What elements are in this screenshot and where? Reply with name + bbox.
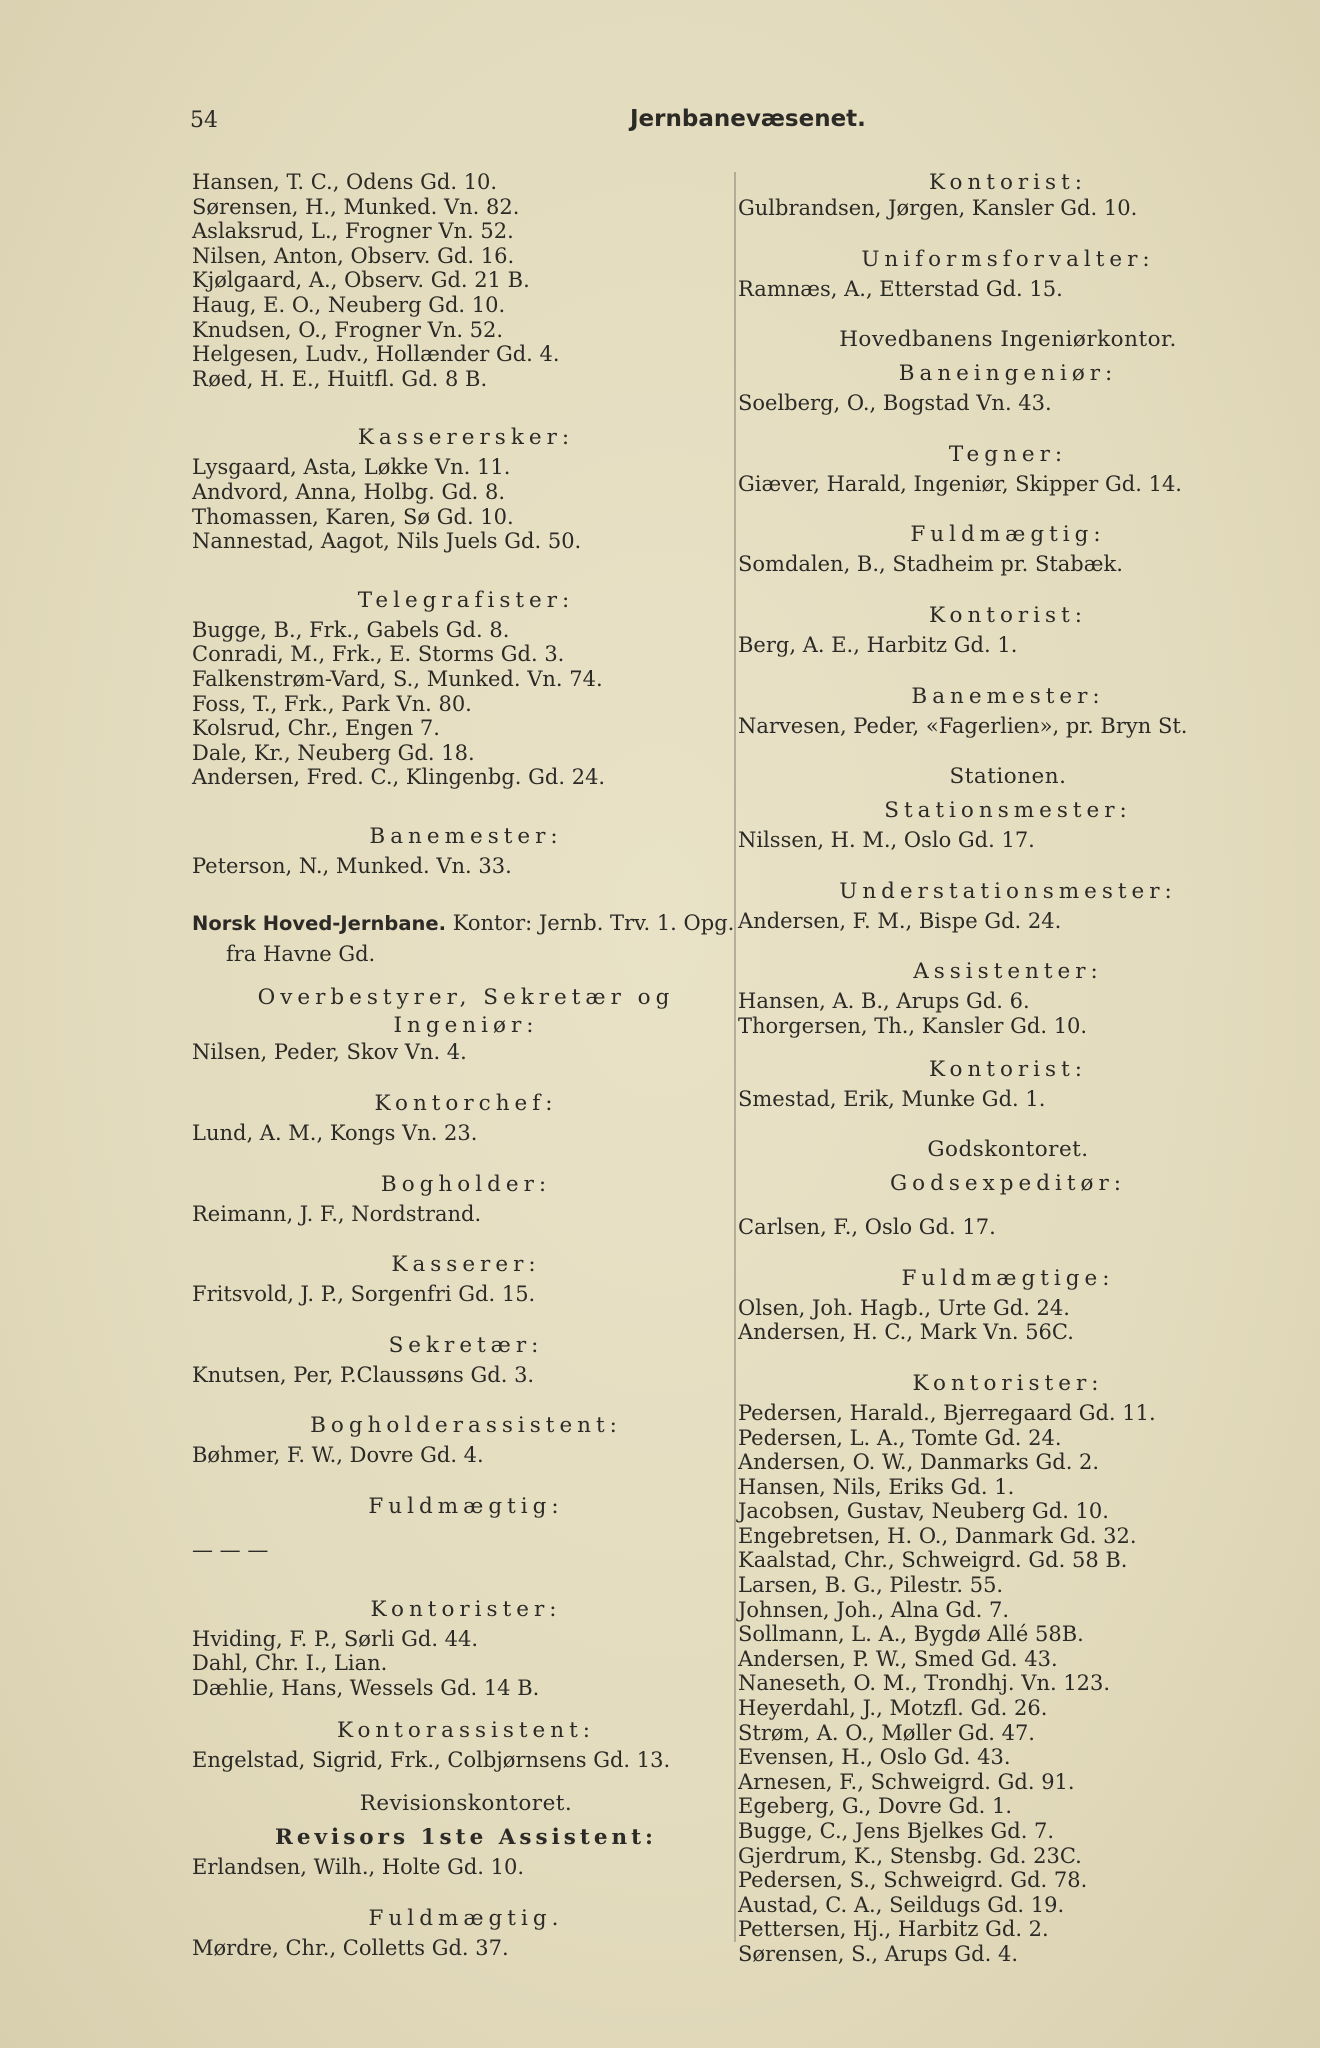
list-item: Pettersen, Hj., Harbitz Gd. 2.	[738, 1917, 1049, 1942]
list-item: Sørensen, H., Munked. Vn. 82.	[192, 194, 520, 219]
section-heading: Fuldmægtige:	[901, 1265, 1115, 1291]
list-item: Falkenstrøm-Vard, S., Munked. Vn. 74.	[192, 666, 603, 691]
running-title: Jernbanevæsenet.	[630, 106, 866, 132]
list-item: Pedersen, L. A., Tomte Gd. 24.	[738, 1425, 1062, 1450]
list-item: Peterson, N., Munked. Vn. 33.	[192, 853, 512, 878]
organization-name: Norsk Hoved-Jernbane.	[192, 912, 447, 936]
section-heading: Godskontoret.	[927, 1137, 1089, 1163]
section-heading: Fuldmægtig:	[368, 1494, 564, 1520]
organization-address: Kontor: Jernb. Trv. 1. Opg. fra Havne Gd.	[226, 911, 735, 967]
section-heading: Kasserersker:	[357, 425, 575, 451]
list-item: Knutsen, Per, P.Claussøns Gd. 3.	[192, 1362, 535, 1387]
list-item: Andersen, O. W., Danmarks Gd. 2.	[738, 1450, 1100, 1475]
list-item: Hansen, Nils, Eriks Gd. 1.	[738, 1474, 1015, 1499]
list-item: Berg, A. E., Harbitz Gd. 1.	[738, 632, 1018, 657]
list-item: Dæhlie, Hans, Wessels Gd. 14 B.	[192, 1675, 540, 1700]
section-heading: Bogholderassistent:	[310, 1413, 622, 1439]
list-item: Thomassen, Karen, Sø Gd. 10.	[192, 504, 514, 529]
list-item: Hansen, T. C., Odens Gd. 10.	[192, 170, 498, 194]
section-heading: Ingeniør:	[393, 1013, 539, 1039]
list-item: Giæver, Harald, Ingeniør, Skipper Gd. 14.	[738, 471, 1182, 496]
list-item: Gulbrandsen, Jørgen, Kansler Gd. 10.	[738, 196, 1138, 220]
list-item: Pedersen, Harald., Bjerregaard Gd. 11.	[738, 1400, 1156, 1425]
list-item: Sollmann, L. A., Bygdø Allé 58B.	[738, 1622, 1084, 1647]
list-item: Dale, Kr., Neuberg Gd. 18.	[192, 740, 475, 765]
left-column	[192, 170, 740, 1960]
list-item: Hansen, A. B., Arups Gd. 6.	[738, 989, 1030, 1014]
list-item: Pedersen, S., Schweigrd. Gd. 78.	[738, 1868, 1088, 1893]
list-item: Heyerdahl, J., Motzfl. Gd. 26.	[738, 1696, 1048, 1721]
list-item: Evensen, H., Oslo Gd. 43.	[738, 1745, 1011, 1770]
section-heading: Banemester:	[911, 683, 1105, 709]
list-item: Andersen, F. M., Bispe Gd. 24.	[738, 908, 1062, 933]
list-item: Engebretsen, H. O., Danmark Gd. 32.	[738, 1523, 1137, 1548]
section-heading: Kontorist:	[929, 1056, 1087, 1082]
list-item: Strøm, A. O., Møller Gd. 47.	[738, 1720, 1035, 1745]
list-item: Nilssen, H. M., Oslo Gd. 17.	[738, 828, 1035, 853]
list-item: Røed, H. E., Huitfl. Gd. 8 B.	[192, 366, 488, 391]
list-item: Fritsvold, J. P., Sorgenfri Gd. 15.	[192, 1282, 536, 1307]
list-item: Andersen, Fred. C., Klingenbg. Gd. 24.	[192, 765, 606, 790]
list-item: Egeberg, G., Dovre Gd. 1.	[738, 1794, 1013, 1819]
list-item: Smestad, Erik, Munke Gd. 1.	[738, 1086, 1046, 1111]
section-heading: Sekretær:	[388, 1332, 544, 1358]
section-heading: Kontorister:	[912, 1370, 1104, 1396]
section-heading: Assistenter:	[913, 959, 1103, 985]
list-item: Olsen, Joh. Hagb., Urte Gd. 24.	[738, 1295, 1070, 1320]
list-item: Nannestad, Aagot, Nils Juels Gd. 50.	[192, 529, 582, 554]
section-heading: Kontorist:	[929, 170, 1087, 195]
list-item: Hviding, F. P., Sørli Gd. 44.	[192, 1626, 479, 1651]
list-item: Conradi, M., Frk., E. Storms Gd. 3.	[192, 642, 565, 667]
list-item: Johnsen, Joh., Alna Gd. 7.	[738, 1597, 1010, 1622]
list-item: Reimann, J. F., Nordstrand.	[192, 1201, 482, 1226]
section-heading: Telegrafister:	[357, 587, 575, 613]
section-heading: Kontorchef:	[374, 1091, 558, 1117]
section-heading: Baneingeniør:	[898, 361, 1118, 387]
section-heading: Banemester:	[369, 823, 563, 849]
list-item: Bugge, B., Frk., Gabels Gd. 8.	[192, 617, 510, 642]
list-item: Aslaksrud, L., Frogner Vn. 52.	[192, 219, 514, 244]
list-item: Ramnæs, A., Etterstad Gd. 15.	[738, 276, 1063, 301]
list-item: Naneseth, O. M., Trondhj. Vn. 123.	[738, 1671, 1111, 1696]
list-item: Nilsen, Peder, Skov Vn. 4.	[192, 1040, 467, 1065]
section-heading: Kontorister:	[370, 1596, 562, 1622]
organization-entry	[192, 908, 740, 970]
list-item: Narvesen, Peder, «Fagerlien», pr. Bryn St.	[738, 713, 1188, 738]
list-item: Kolsrud, Chr., Engen 7.	[192, 716, 440, 741]
list-item: Soelberg, O., Bogstad Vn. 43.	[738, 391, 1052, 416]
list-item: Larsen, B. G., Pilestr. 55.	[738, 1573, 1004, 1598]
section-heading: Bogholder:	[380, 1171, 552, 1197]
list-item: Andersen, H. C., Mark Vn. 56C.	[738, 1320, 1074, 1345]
page-number: 54	[190, 108, 218, 133]
section-heading: Kontorist:	[929, 602, 1087, 628]
section-heading: Stationsmester:	[884, 798, 1132, 824]
section-heading: Understationsmester:	[839, 878, 1177, 904]
right-column	[738, 170, 1278, 1967]
list-item: Arnesen, F., Schweigrd. Gd. 91.	[738, 1769, 1075, 1794]
section-heading: Godsexpeditør:	[890, 1171, 1126, 1197]
list-item: Mørdre, Chr., Colletts Gd. 37.	[192, 1935, 509, 1960]
section-heading: Fuldmægtig:	[910, 522, 1106, 548]
section-heading: Stationen.	[949, 764, 1067, 790]
list-item: Austad, C. A., Seildugs Gd. 19.	[738, 1892, 1065, 1917]
list-item: Nilsen, Anton, Observ. Gd. 16.	[192, 243, 515, 268]
list-item: Carlsen, F., Oslo Gd. 17.	[738, 1215, 996, 1240]
list-item: Thorgersen, Th., Kansler Gd. 10.	[738, 1013, 1088, 1038]
list-item: Dahl, Chr. I., Lian.	[192, 1651, 388, 1676]
list-item: Lysgaard, Asta, Løkke Vn. 11.	[192, 455, 511, 480]
list-item: Bugge, C., Jens Bjelkes Gd. 7.	[738, 1819, 1055, 1843]
list-item: Andvord, Anna, Holbg. Gd. 8.	[192, 479, 506, 504]
list-item: Knudsen, O., Frogner Vn. 52.	[192, 317, 504, 342]
list-item: Jacobsen, Gustav, Neuberg Gd. 10.	[738, 1499, 1109, 1524]
list-item: Kaalstad, Chr., Schweigrd. Gd. 58 B.	[738, 1548, 1128, 1573]
section-heading: Tegner:	[948, 441, 1068, 467]
section-heading: Uniformsforvalter:	[861, 246, 1155, 272]
list-item: Foss, T., Frk., Park Vn. 80.	[192, 691, 472, 716]
top-list	[192, 170, 740, 391]
list-item: Kjølgaard, A., Observ. Gd. 21 B.	[192, 268, 530, 293]
section-heading: Revisionskontoret.	[359, 1791, 573, 1816]
list-item: Bøhmer, F. W., Dovre Gd. 4.	[192, 1443, 484, 1468]
section-heading: Kasserer:	[391, 1252, 541, 1278]
list-item: Andersen, P. W., Smed Gd. 43.	[738, 1646, 1058, 1671]
section-heading: Hovedbanens Ingeniørkontor.	[839, 327, 1177, 353]
list-item: Erlandsen, Wilh., Holte Gd. 10.	[192, 1855, 525, 1879]
section-heading: Revisors 1ste Assistent:	[275, 1825, 657, 1850]
list-item: Somdalen, B., Stadheim pr. Stabæk.	[738, 552, 1123, 577]
section-heading: Overbestyrer, Sekretær og	[257, 985, 675, 1011]
list-item: — — —	[192, 1538, 269, 1563]
list-item: Haug, E. O., Neuberg Gd. 10.	[192, 292, 506, 317]
list-item: Helgesen, Ludv., Hollænder Gd. 4.	[192, 342, 560, 367]
list-item: Gjerdrum, K., Stensbg. Gd. 23C.	[738, 1843, 1082, 1868]
list-item: Lund, A. M., Kongs Vn. 23.	[192, 1121, 478, 1146]
section-heading: Kontorassistent:	[336, 1718, 596, 1744]
list-item: Engelstad, Sigrid, Frk., Colbjørnsens Gd. 13.	[192, 1748, 671, 1773]
list-item: Sørensen, S., Arups Gd. 4.	[738, 1941, 1018, 1966]
section-heading: Fuldmægtig.	[368, 1905, 564, 1931]
